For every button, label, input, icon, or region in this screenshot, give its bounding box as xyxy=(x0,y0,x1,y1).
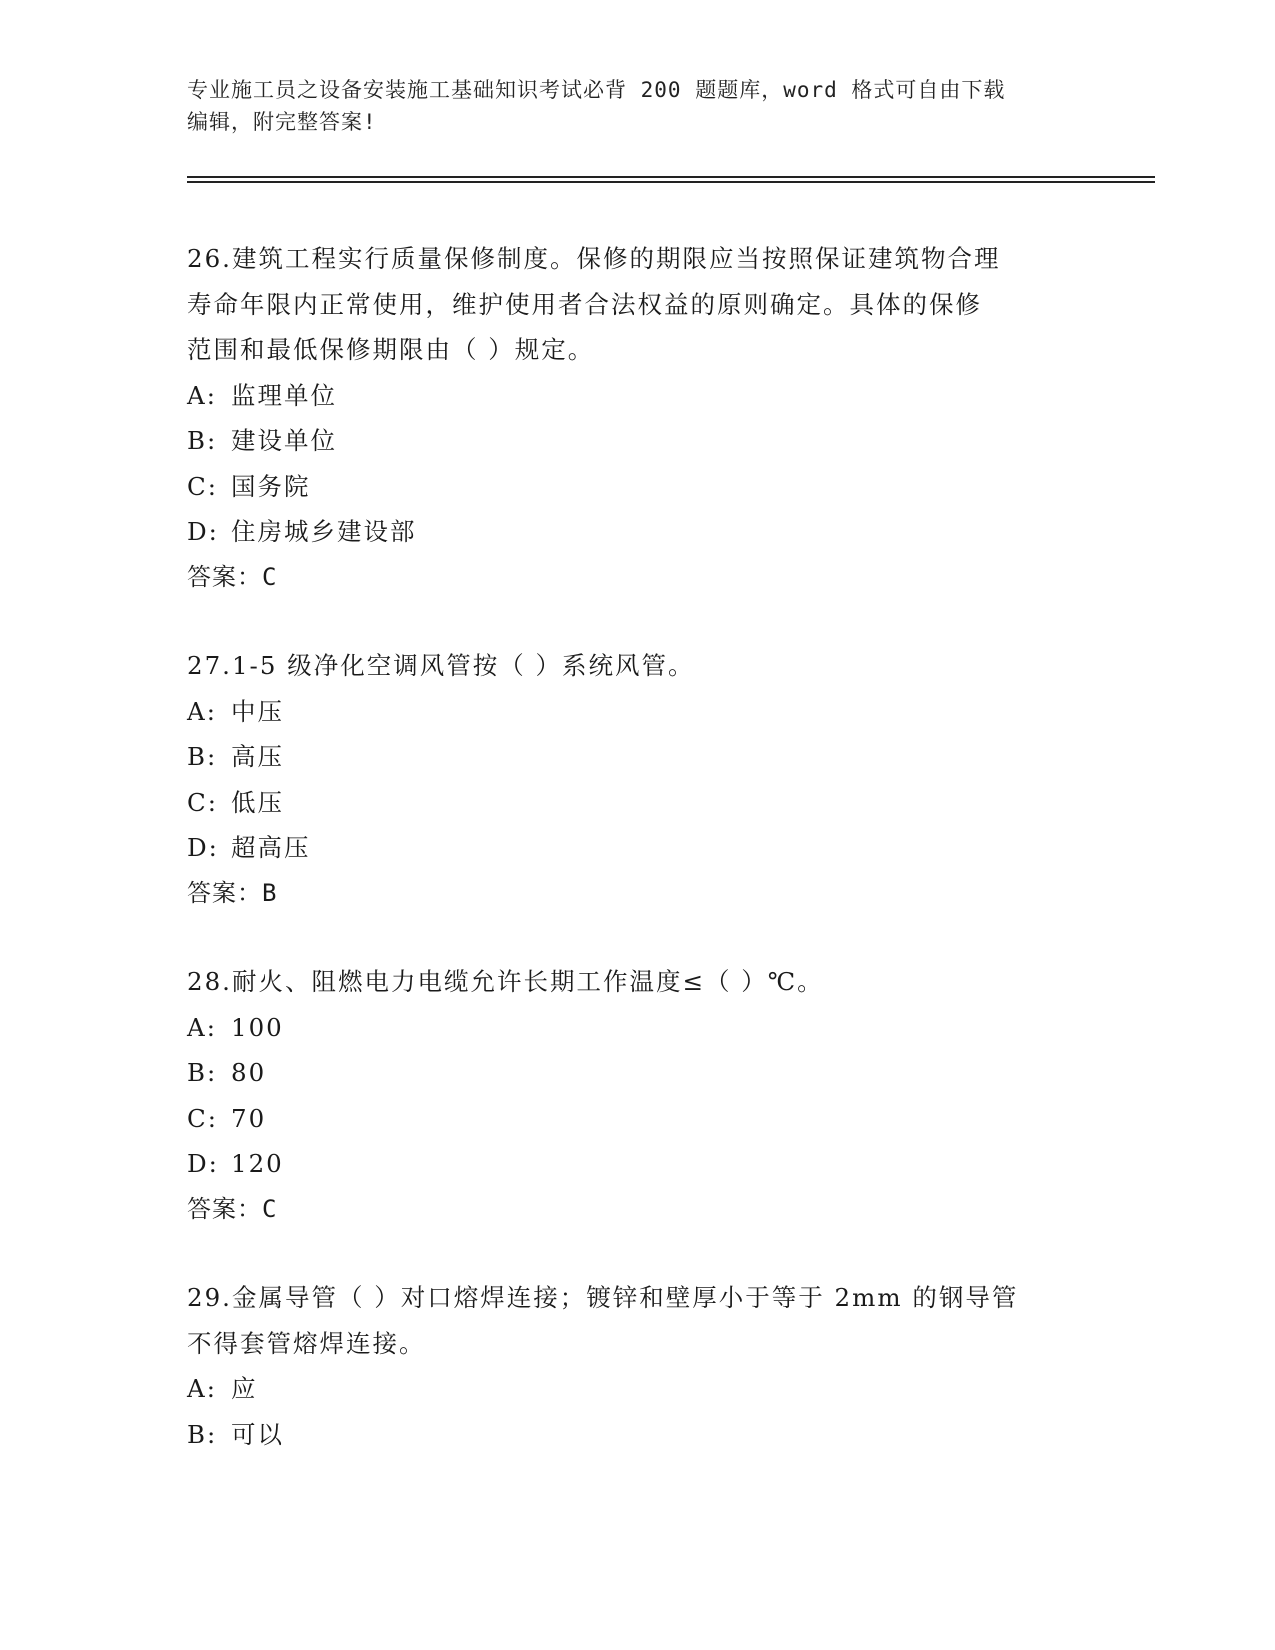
option-key: B: xyxy=(187,1058,218,1087)
option-a xyxy=(187,689,1087,735)
option-key: A: xyxy=(187,1374,217,1403)
question-29 xyxy=(187,1275,1087,1457)
option-a xyxy=(187,1366,1087,1412)
option-text: 中压 xyxy=(231,696,284,726)
option-key: C: xyxy=(187,787,219,817)
header-rule-top xyxy=(187,176,1155,178)
option-text: 70 xyxy=(231,1103,267,1133)
answer-line: 答案：C xyxy=(187,1194,278,1223)
option-key: B: xyxy=(187,1419,218,1449)
question-27 xyxy=(187,643,1087,916)
option-a xyxy=(187,373,1087,419)
option-b xyxy=(187,1412,1087,1458)
option-c xyxy=(187,1096,1087,1142)
option-text: 高压 xyxy=(231,742,284,771)
option-d xyxy=(187,825,1087,871)
option-text: 国务院 xyxy=(231,471,311,501)
option-text: 80 xyxy=(231,1058,267,1087)
option-text: 监理单位 xyxy=(231,380,337,410)
header-line-2: 编辑，附完整答案! xyxy=(187,110,377,134)
document-header xyxy=(187,74,1067,138)
option-text: 100 xyxy=(231,1012,284,1042)
option-d xyxy=(187,509,1087,555)
header-rule-bottom xyxy=(187,181,1155,183)
option-key: D: xyxy=(187,833,219,862)
option-key: A: xyxy=(187,696,217,726)
option-text: 低压 xyxy=(231,787,284,817)
stem-line: 不得套管熔焊连接。 xyxy=(187,1328,426,1358)
stem-line: 29.金属导管（ ）对口熔焊连接；镀锌和壁厚小于等于 2mm 的钢导管 xyxy=(187,1283,1019,1312)
answer-line: 答案：C xyxy=(187,562,278,591)
option-text: 应 xyxy=(231,1374,258,1403)
option-c xyxy=(187,780,1087,826)
header-line-1: 专业施工员之设备安装施工基础知识考试必背 200 题题库，word 格式可自由下载 xyxy=(187,78,1006,102)
option-text: 超高压 xyxy=(231,833,311,862)
question-28 xyxy=(187,959,1087,1232)
stem-line: 28.耐火、阻燃电力电缆允许长期工作温度≤（ ）℃。 xyxy=(187,967,824,996)
option-b xyxy=(187,418,1087,464)
answer-line: 答案：B xyxy=(187,878,278,907)
option-key: B: xyxy=(187,426,218,455)
question-stem xyxy=(187,959,1087,1005)
stem-line: 范围和最低保修期限由（ ）规定。 xyxy=(187,335,595,364)
stem-line: 寿命年限内正常使用，维护使用者合法权益的原则确定。具体的保修 xyxy=(187,289,982,319)
option-text: 可以 xyxy=(231,1419,284,1449)
option-text: 住房城乡建设部 xyxy=(231,517,417,546)
question-stem xyxy=(187,236,1087,373)
stem-line: 27.1-5 级净化空调风管按（ ）系统风管。 xyxy=(187,651,695,680)
option-key: A: xyxy=(187,1012,217,1042)
stem-line: 26.建筑工程实行质量保修制度。保修的期限应当按照保证建筑物合理 xyxy=(187,244,1001,273)
option-b xyxy=(187,1050,1087,1096)
option-c xyxy=(187,464,1087,510)
option-key: B: xyxy=(187,742,218,771)
option-key: A: xyxy=(187,380,217,410)
option-key: C: xyxy=(187,1103,219,1133)
option-b xyxy=(187,734,1087,780)
option-text: 建设单位 xyxy=(231,426,337,455)
option-text: 120 xyxy=(231,1149,284,1178)
question-stem xyxy=(187,643,1087,689)
option-key: C: xyxy=(187,471,219,501)
question-stem xyxy=(187,1275,1087,1366)
option-a xyxy=(187,1005,1087,1051)
question-26 xyxy=(187,236,1087,600)
question-list xyxy=(187,236,1087,1500)
option-key: D: xyxy=(187,1149,219,1178)
option-key: D: xyxy=(187,517,219,546)
option-d xyxy=(187,1141,1087,1187)
